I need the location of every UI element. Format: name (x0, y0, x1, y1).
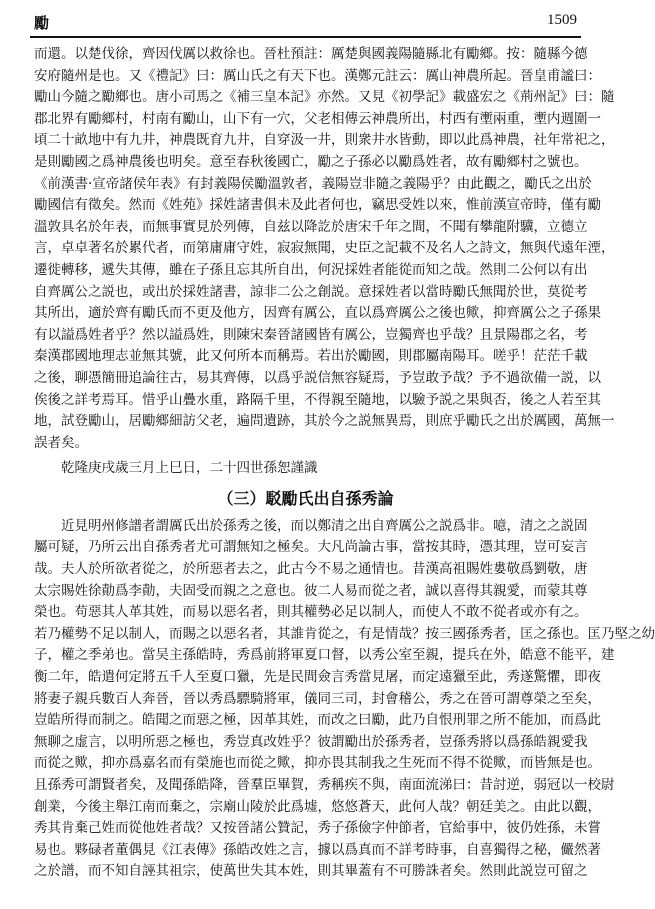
text-line: 地，試登勵山，居勵鄉細訪父老，遍問遺跡，其於今之説無異焉，則庶乎勵氏之出於厲國，萬無一 (34, 413, 615, 430)
text-line: 創業，今後主舉江南而棄之，宗廟山陵於此爲墟，悠悠蒼天，此何人哉？朝廷美之。由此以觀， (34, 798, 601, 815)
text-line: 自齊厲公之説也，或出於採姓諸書，諒非二公之創説。意採姓者以當時勵氏無聞於世，莫從考 (34, 283, 588, 300)
text-line: 而從之歟，抑亦爲嘉名而有榮施也而從之歟，抑亦畏其制我之生死而不得不從歟，而皆無是也。 (34, 755, 601, 772)
text-line: 將妻子親兵數百人奔晉，晉以秀爲驃騎將軍，儀同三司，封會稽公，秀之在晉可謂尊榮之至矣， (34, 690, 601, 707)
text-line: 是則勵國之爲神農後也明矣。意至春秋後國亡，勵之子孫必以勵爲姓者，故有勵鄉村之號也。 (34, 153, 588, 170)
text-line: 頃二十畝地中有九井，神農既育九井，自穿汲一井，則衆井水皆動，即以此爲神農，社年常祀之， (34, 132, 615, 149)
text-line: 《前漢書·宣帝諸侯年表》有封義陽侯勵溫敦者，義陽豈非隨之義陽乎？由此觀之，勵氏之出於 (34, 175, 592, 192)
text-line: 之後，聊憑簡冊追論往古，易其齊傳，以爲乎説信無容疑焉，予豈敢予哉？予不過欲備一説，以 (34, 369, 601, 386)
text-line: 無聊之虚言，以明所惡之極也，秀豈真改姓乎？彼謂勵出於孫秀者，豈孫秀將以爲孫皓親愛我 (34, 733, 588, 750)
section-title: （三）駁勵氏出自孫秀論 (217, 488, 394, 508)
text-line: 近見明州修譜者謂厲氏出於孫秀之後，而以鄭清之出自齊厲公之説爲非。噫，清之之説固 (61, 517, 588, 534)
paragraph-2 (34, 516, 655, 883)
text-line: 俟後之詳考焉耳。惜乎山疊水重，路隔千里，不得親至隨地，以驗予説之果與否，後之人若至其 (34, 391, 601, 408)
text-line: 易也。夥碌者董偶見《江表傳》孫皓改姓之言，據以爲真而不詳考時事，自喜獨得之秘，儼然著 (34, 841, 601, 858)
text-line: 豈皓所得而制之。皓聞之而惡之極，因革其姓，而改之曰勵，此乃自恨刑罪之所不能加，而爲此 (34, 712, 601, 729)
text-line: 誤者矣。 (34, 434, 88, 451)
text-line: 秀其肯棄己姓而從他姓者哉？又按晉諸公贊記，秀子孫儉字仲節者，官給事中，彼仍姓孫，未嘗 (34, 820, 601, 837)
text-line: 之於譜，而不知自誣其祖宗，使萬世失其本姓，則其畢蓋有不可勝誅者矣。然則此説豈可留之 (34, 863, 588, 880)
page-number: 1509 (547, 12, 577, 28)
text-line: 衡二年，皓遣何定將五千人至夏口獵，先是民間僉言秀當見屠，而定遠獵至此，秀遂驚懼，即夜 (34, 669, 601, 686)
page-body (34, 44, 655, 899)
text-line: 且孫秀可謂賢者矣，及聞孫皓降，晉羣臣畢賀，秀稱疾不與，南面流涕曰：昔討逆，弱冠以一校尉 (34, 777, 615, 793)
text-line: 溫敦具名於年表，而無事實見於列傳，自兹以降訖於唐宋千年之間，不聞有攀龍附驥，立德立 (34, 218, 588, 235)
text-line: 有以謚爲姓者乎？然以謚爲姓，則陳宋秦晉諸國皆有厲公，豈獨齊也乎哉？且景陽郡之名，考 (34, 326, 588, 343)
text-line: 安府隨州是也。又《禮記》曰：厲山氏之有天下也。漢鄭元註云：厲山神農所起。晉皇甫謐曰： (34, 67, 601, 84)
text-line: 若乃權勢不足以制人，而賜之以惡名者，其誰肯從之，有是情哉？按三國孫秀者，匡之孫也。匡乃堅之幼 (34, 625, 655, 642)
text-line: 勵山今隨之勵鄉也。唐小司馬之《補三皇本記》亦然。又見《初學記》載盛宏之《荊州記》曰：隨 (34, 89, 615, 106)
text-line: 太宗賜姓徐勣爲李勣，夫固受而親之之意也。彼二人易而從之者，誠以喜得其親愛，而蒙其尊 (34, 582, 588, 599)
page-header (30, 10, 581, 38)
text-line: 子，權之季弟也。當吴主孫皓時，秀爲前將軍夏口督，以秀公室至親，提兵在外，皓意不能平，建 (34, 647, 615, 664)
text-line: 而還。以楚伐徐，齊因伐厲以救徐也。晉杜預註：厲楚與國義陽隨縣北有勵鄉。按：隨縣今德 (34, 46, 588, 62)
text-line: 屬可疑，乃所云出自孫秀者尤可謂無知之極矣。大凡尚論古事，當按其時，憑其理，豈可妄言 (34, 539, 588, 556)
signature-date-line: 乾隆庚戌歲三月上巳日，二十四世孫恕謹識 (61, 460, 318, 477)
text-line: 言，卓卓著名於累代者，而第庸庸守姓，寂寂無聞，史臣之記載不及名人之詩文，無與代遠年湮， (34, 240, 615, 257)
text-line: 勵國信有徵矣。然而《姓苑》採姓諸書俱未及此者何也，竊思受姓以來，惟前漢宣帝時，僅有勵 (34, 197, 601, 214)
text-line: 哉。夫人於所欲者從之，於所惡者去之，此古今不易之通情也。昔漢高祖賜姓婁敬爲劉敬，唐 (34, 561, 588, 578)
text-line: 郡北界有勵鄉村，村南有勵山，山下有一穴，父老相傳云神農所出，村西有壍兩重，壍内週圍一 (34, 110, 601, 127)
running-title: 勵 (34, 14, 50, 32)
text-line: 遷徙轉移，遞失其傳，雖在子孫且忘其所自出，何況採姓者能從而知之哉。然則二公何以有出 (34, 261, 588, 278)
text-line: 秦漢郡國地理志並無其號，此又何所本而稱焉。若出於勵國，則郡屬南陽耳。嗟乎！茫茫千載 (34, 348, 588, 365)
paragraph-1 (34, 44, 615, 454)
text-line: 其所出，適於齊有勵氏而不更及他方，因齊有厲公，直以爲齊厲公之後也歟，抑齊厲公之子孫果 (34, 305, 601, 322)
text-line: 榮也。苟惡其人革其姓，而易以惡名者，則其權勢必足以制人，而使人不敢不從者或亦有之。 (34, 604, 588, 621)
